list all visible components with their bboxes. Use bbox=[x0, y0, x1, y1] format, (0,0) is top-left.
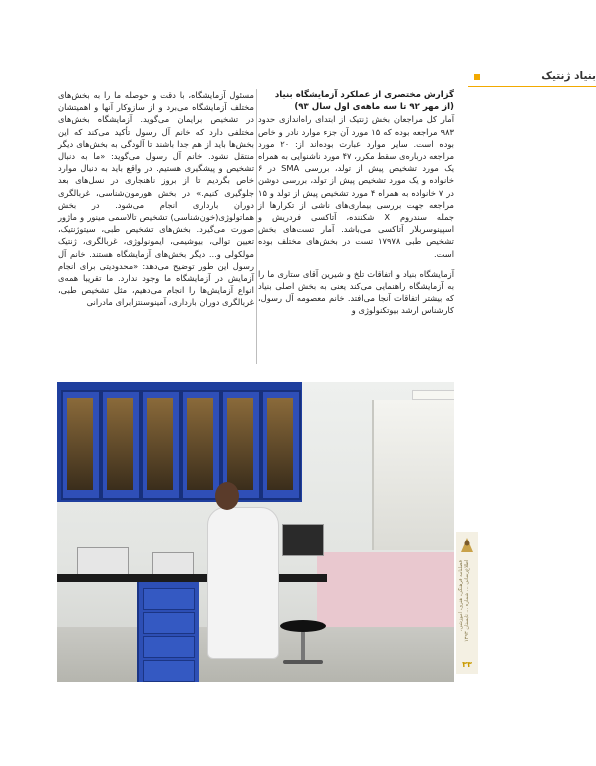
magazine-logo-icon bbox=[459, 534, 475, 554]
lab-photo bbox=[57, 382, 454, 682]
magazine-info: فصلنامه فرهنگی، هنری، آموزشی، اطلاع‌رسانی ... شماره ... تابستان ۱۳۹۳ bbox=[458, 560, 470, 643]
article-heading: گزارش مختصری از عملکرد آزمایشگاه بنیاد bbox=[274, 90, 454, 100]
left-column bbox=[58, 89, 254, 309]
page-number: ۳۳ bbox=[462, 660, 472, 669]
paragraph: آزمایشگاه بنیاد و اتفاقات تلخ و شیرین آقای ستاری ما را به آزمایشگاه راهنمایی می‌کند یعنی به بخش اصلی بنیاد که بیشتر اتفاقات آنجا می‌افتد. خانم معصومه آل رسول، کارشناس ارشد بیوتکنولوژی و bbox=[258, 268, 454, 316]
column-divider bbox=[256, 89, 257, 364]
right-column bbox=[258, 89, 454, 317]
section-header bbox=[468, 70, 596, 84]
section-title: بنیاد ژنتیک bbox=[541, 70, 596, 82]
paragraph: مسئول آزمایشگاه، با دقت و حوصله ما را به بخش‌های مختلف آزمایشگاه می‌برد و از سازوکار آنها و اهمیتشان در تشخیص برایمان می‌گوید. آزمایشگاه بخش‌های مختلفی دارد که خانم آل رسول تأکید می‌کند که این بخش‌ها باید از هم جدا باشند تا آلودگی به بخش‌های دیگر منتقل نشود. خانم آل رسول می‌گوید: «ما به دنبال تشخیص و پیشگیری هستیم. در واقع باید به دنبال موارد خاص بگردیم تا از بروز ناهنجاری در نسل‌های بعد جلوگیری کنیم.» در بخش هورمون‌شناسی، غربالگری دوران بارداری انجام می‌شود. در بخش هماتولوژی(خون‌شناسی) تشخیص تالاسمی مینور و ماژور صورت می‌گیرد. بخش‌های تشخیص طبی، سیتوژنتیک، تعیین توالی، بیوشیمی، ایمونولوژی، غربالگری، ژنتیک مولکولی و... دیگر بخش‌های آزمایشگاه هستند. خانم آل رسول این طور توضیح می‌دهد: «محدودیتی برای انجام آزمایش در آزمایشگاه ما وجود ندارد. ما تقریبا همه‌ی انواع آزمایش‌ها را انجام می‌دهیم، مثل تشخیص طبی، غربالگری دوران بارداری، آمینوسنتزابرای مادرانی bbox=[58, 90, 254, 308]
article-subheading: (از مهر ۹۲ تا سه ماهه‌ی اول سال ۹۳) bbox=[294, 102, 454, 113]
header-bullet-icon bbox=[474, 74, 480, 80]
paragraph: آمار کل مراجعان بخش ژنتیک از ابتدای راه‌اندازی حدود ۹۸۳ مراجعه بوده که ۱۵ مورد آن جزء موارد نادر و خاص بوده است. سایر موارد عبارت بوده‌اند از: ۲۰ مورد مراجعه درباره‌ی سقط مکرر، ۴۷ مورد ناشنوایی به همراه یک مورد تشخیص پیش از تولد، بررسی SMA در ۶ خانواده و یک مورد تشخیص پیش از تولد، بررسی دوشن در ۷ خانواده به همراه ۴ مورد تشخیص پیش از تولد و ۱۵ مراجعه جهت بررسی بیماری‌های ناشی از تکرارها از جمله سندروم X شکننده، آتاکسی فردریش و اسپینوسربلار آتاکسی می‌باشد. آمار تست‌های بخش تشخیص طبی ۱۷۹۷۸ تست در بخش‌های مختلف بوده است. bbox=[258, 114, 455, 259]
header-rule bbox=[468, 86, 596, 87]
